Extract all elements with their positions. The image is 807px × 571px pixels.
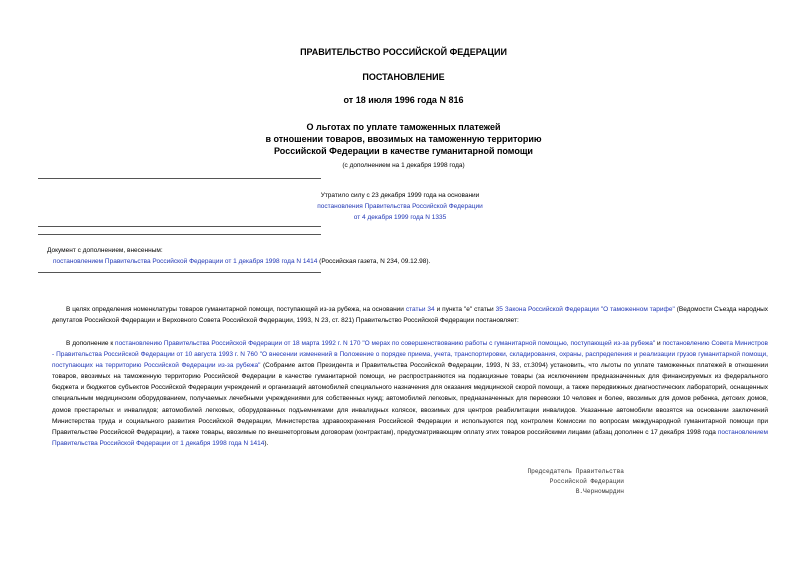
signature-country: Российской Федерации: [549, 478, 624, 485]
lost-force-text: Утратило силу с 23 декабря 1999 года на основании: [320, 192, 480, 199]
paragraph-2: [52, 338, 768, 449]
lost-force-note: [260, 190, 540, 223]
edition-note: (с дополнением на 1 декабря 1998 года): [342, 162, 465, 169]
lost-force-link[interactable]: [260, 201, 540, 223]
resolution-1414-link[interactable]: постановлением Правительства Российской Федерации от 1 декабря 1998 года N 1414: [52, 428, 768, 447]
amendments-intro: Документ с дополнением, внесенным:: [47, 247, 163, 254]
amendment-source: (Российская газета, N 234, 09.12.98).: [317, 258, 431, 265]
paragraph-2-text: (Собрание актов Президента и Правительства Российской Федерации, 1993, N 33, ст.3094) установить, что льготы по уплате таможенных платежей в отношении товаров, ввозимых на таможенную территорию Российской Федерации в качестве гуманитарной помощи, не распространяются на подакцизные товары (за исключением предназначенных для финансируемых из федерального бюджета и бюджетов субъектов Российской Федерации учреждений и организаций автомобилей специального назначения для оказания медицинской скорой помощи, а также передвижных диагностических лабораторий, оснащенных специальным медицинским оборудованием, получаемых лечебными учреждениями для собственных нужд; автомобилей легковых, предназначенных для перевозки 10 человек и более, ввозимых для домов ребенка, детских домов, домов престарелых и инвалидов; автомобилей легковых, оборудованных подъемниками для инвалидных колясок, ввозимых для центров реабилитации инвалидов. Указанные автомобили ввозятся на основании заключений Министерства труда и социального развития Российской Федерации, Министерства здравоохранения Российской Федерации и используются под контролем Комиссии по вопросам международной гуманитарной помощи при Правительстве Российской Федерации), а также товары, ввозимые по внешнеторговым договорам (контрактам), предусматривающим оплату этих товаров российскими лицами (абзац дополнен с 17 декабря 1998 года: [52, 362, 768, 436]
signature-name: В.Черномырдин: [575, 488, 624, 495]
document-title: [0, 121, 807, 157]
signature-block: [440, 467, 624, 497]
title-line-3: Российской Федерации в качестве гуманитарной помощи: [274, 146, 533, 156]
paragraph-1-text: и пункта "е" статьи: [434, 306, 496, 313]
customs-tariff-law-link[interactable]: 35 Закона Российской Федерации "О таможенном тарифе": [495, 306, 675, 313]
lost-force-link-line-1[interactable]: постановления Правительства Российской Федерации: [317, 203, 483, 210]
document-date-heading: от 18 июля 1996 года N 816: [343, 95, 464, 105]
lost-force-link-line-2[interactable]: от 4 декабря 1999 года N 1335: [353, 214, 447, 221]
amendment-link[interactable]: постановлением Правительства Российской Федерации от 1 декабря 1998 года N 1414: [53, 258, 318, 265]
paragraph-2-text: В дополнение к: [66, 340, 116, 347]
government-heading: ПРАВИТЕЛЬСТВО РОССИЙСКОЙ ФЕДЕРАЦИИ: [300, 47, 507, 57]
amendments-line: [47, 256, 767, 267]
paragraph-2-text: и: [655, 340, 663, 347]
resolution-170-link[interactable]: постановлению Правительства Российской Федерации от 18 марта 1992 г. N 170 "О мерах по совершенствованию работы с гуманитарной помощью, поступающей из-за рубежа": [115, 340, 656, 347]
divider: [38, 272, 321, 273]
article-34-link[interactable]: статьи 34: [405, 306, 435, 313]
title-line-1: О льготах по уплате таможенных платежей: [306, 122, 501, 132]
document-type-heading: ПОСТАНОВЛЕНИЕ: [362, 72, 445, 82]
divider: [38, 234, 321, 235]
amendments-note: [47, 245, 767, 267]
paragraph-1: [52, 304, 768, 326]
divider: [38, 226, 321, 227]
paragraph-1-text: В целях определения номенклатуры товаров гуманитарной помощи, поступающей из-за рубежа, на основании: [66, 306, 406, 313]
paragraph-1-text: (Ведомости Съезда народных депутатов Российской Федерации и Верховного Совета Российской Федерации, 1993, N 23, ст. 821) Правительство Российской Федерации постановляет:: [52, 306, 768, 325]
signature-title: Председатель Правительства: [527, 468, 624, 475]
divider: [38, 178, 321, 179]
title-line-2: в отношении товаров, ввозимых на таможенную территорию: [265, 134, 542, 144]
resolution-760-link[interactable]: постановлению Совета Министров - Правительства Российской Федерации от 10 августа 1993 г. N 760 "О внесении изменений в Положение о порядке приема, учета, транспортировки, складирования, охраны, распределения и реализации грузов гуманитарной помощи, поступающих на территорию Российской Федерации из-за рубежа": [52, 340, 768, 370]
paragraph-2-text: ).: [264, 439, 269, 447]
